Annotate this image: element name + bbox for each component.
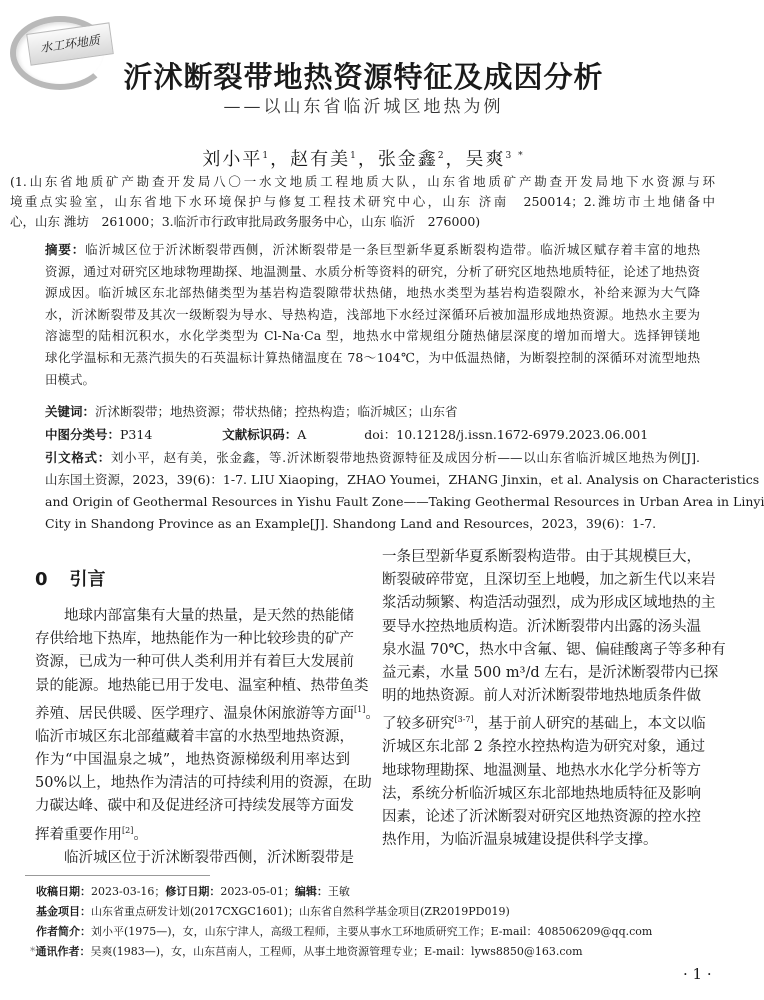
body-line (382, 760, 700, 783)
body-line (35, 675, 369, 698)
citation-text: City in Shandong Province as an Example[J]. Shandong Land and Resources，2023，39(6)：1-7. (45, 516, 657, 531)
body-text: 法，系统分析临沂城区东北部地热地质特征及影响 (382, 785, 701, 802)
citation-text: and Origin of Geothermal Resources in Yishu Fault Zone——Taking Geothermal Resources in Urban Area in Linyi (45, 494, 764, 509)
author-affil-mark: 3 * (505, 151, 525, 161)
body-text: 挥着重要作用 (35, 826, 122, 843)
body-line (382, 639, 726, 662)
body-text: 一条巨型新华夏系断裂构造带。由于其规模巨大， (382, 549, 701, 565)
abstract-text: 临沂城区位于沂沭断裂带西侧，沂沭断裂带是一条巨型新华夏系断裂构造带。临沂城区赋存着丰富的地热 (85, 242, 700, 257)
abstract-text: 溶滤型的陆相沉积水，水化学类型为 Cl-Na·Ca 型，地热水中常规组分随热储层深度的增加而增大。选择钾镁地 (45, 328, 700, 344)
clc-value: P314 (120, 427, 153, 442)
revised-date: 2023-05-01； (220, 885, 295, 898)
body-line (35, 795, 354, 818)
citation-line (45, 447, 700, 469)
body-text: 资源，已成为一种可供人类利用并有着巨大发展前 (35, 654, 354, 671)
body-line (35, 847, 354, 870)
body-line (35, 772, 372, 795)
abstract-line (45, 369, 700, 391)
reference-marker[interactable]: [1] (354, 704, 366, 714)
keywords (45, 401, 700, 423)
reference-marker[interactable]: [2] (122, 825, 134, 835)
corresponding-mark: * (30, 945, 36, 958)
footnote-author-bio (30, 922, 652, 942)
body-line (382, 662, 719, 685)
body-line (382, 616, 700, 639)
corr-value: 吴爽(1983—)，女，山东莒南人，工程师，从事土地资源管理专业；E-mail：lyws8850@163.com (90, 945, 583, 958)
body-text: 了较多研究 (382, 716, 455, 733)
reference-marker[interactable]: [3-7] (454, 715, 474, 725)
fund-label: 基金项目： (36, 905, 91, 918)
citation-line (45, 469, 760, 491)
abstract-line (45, 282, 700, 304)
author-separator: ， (270, 149, 291, 170)
left-column-text (35, 605, 380, 870)
revised-label: 修订日期： (165, 885, 221, 898)
body-text: 临沂城区位于沂沭断裂带西侧，沂沭断裂带是 (64, 849, 354, 866)
classification-row (45, 424, 700, 446)
body-line (35, 651, 354, 674)
body-text: 景的能源。地热能已用于发电、温室种植、热带鱼类 (35, 677, 369, 694)
author-list (0, 145, 727, 171)
body-line (382, 708, 706, 736)
keywords-value: 沂沭断裂带；地热资源；带状热储；控热构造；临沂城区；山东省 (95, 404, 458, 419)
affiliation-line: 境重点实验室，山东省地下水环境保护与修复工程技术研究中心，山东 济南 250014；2.潍坊市土地储备中 (10, 194, 715, 209)
received-label: 收稿日期： (36, 885, 91, 898)
citation-line (45, 513, 700, 535)
affiliation-line: 心，山东 潍坊 261000；3.临沂市行政审批局政务服务中心，山东 临沂 276000) (10, 214, 481, 229)
body-text: 作为“中国温泉之城”，地热资源梯级利用率达到 (35, 752, 350, 769)
body-text: 浆活动频繁、构造活动强烈，成为形成区域地热的主 (382, 595, 716, 612)
bio-label: 作者简介： (36, 925, 91, 938)
citation-line (45, 491, 764, 513)
body-line (382, 736, 705, 759)
body-line (35, 749, 350, 772)
citation-text: 山东国土资源，2023，39(6)：1-7. LIU Xiaoping，ZHAO Youmei，ZHANG Jinxin，et al. Analysis on Characteristics (45, 472, 760, 487)
abstract-text: 球化学温标和无蒸汽损失的石英温标计算热储温度在 78～104℃，为中低温热储，为断裂控制的深循环对流型地热 (45, 349, 700, 365)
abstract-line (45, 347, 700, 369)
badge-label: 水工环地质 (26, 22, 114, 65)
body-line (382, 592, 716, 615)
body-text: 养殖、居民供暖、医学理疗、温泉休闲旅游等方面 (35, 705, 354, 722)
citation-format (45, 447, 764, 535)
received-date: 2023-03-16； (91, 885, 166, 898)
footnotes (30, 882, 652, 962)
body-line (382, 546, 700, 569)
fund-value: 山东省重点研发计划(2017CXGC1601)；山东省自然科学基金项目(ZR2019PD019) (91, 905, 510, 918)
body-text: ，基于前人研究的基础上，本文以临 (473, 716, 706, 733)
editor-name: 王敏 (327, 885, 350, 898)
section-title: 引言 (69, 569, 106, 590)
body-text: 益元素，水量 500 m³/d 左右，是沂沭断裂带内已探 (382, 665, 719, 682)
editor-label: 编辑： (294, 885, 328, 898)
doi[interactable]: doi：10.12128/j.issn.1672-6979.2023.06.001 (364, 427, 649, 442)
abstract-line (45, 325, 700, 347)
section-heading (35, 565, 128, 591)
body-text: 。 (133, 826, 148, 843)
body-text: 因素，论述了沂沭断裂对研究区地热资源的控水控 (382, 809, 701, 826)
abstract-line (45, 304, 700, 326)
citation-label: 引文格式： (45, 450, 111, 465)
body-line (382, 685, 700, 708)
abstract-text: 资源，通过对研究区地球物理勘探、地温测量、水质分析等资料的研究，分析了研究区地热地质特征，论述了地热资 (45, 263, 700, 279)
affiliations (10, 172, 715, 232)
body-text: 临沂市城区东北部蕴藏着丰富的水热型地热资源， (35, 728, 354, 745)
body-line (35, 698, 380, 726)
abstract-line (45, 261, 700, 283)
body-line (382, 829, 700, 852)
bio-value: 刘小平(1975—)，女，山东宁津人，高级工程师，主要从事水工环地质研究工作；E-mail：408506209@qq.com (91, 925, 653, 938)
body-line (35, 819, 350, 847)
body-text: 力碳达峰、碳中和及促进经济可持续发展等方面发 (35, 798, 354, 815)
author-affil-mark: 2 (437, 151, 446, 161)
footnote-corresponding (30, 942, 652, 962)
body-text: 断裂破碎带宽，且深切至上地幔，加之新生代以来岩 (382, 572, 716, 589)
corr-label: 通讯作者： (35, 945, 91, 958)
body-line (35, 628, 354, 651)
author-name: 吴爽 (465, 149, 506, 170)
paper-title: 沂沭断裂带地热资源特征及成因分析 (123, 60, 604, 94)
body-text: 要导水控热地质构造。沂沭断裂带内出露的汤头温 (382, 618, 701, 635)
doc-code-value: A (297, 427, 307, 442)
paper-subtitle: ——以山东省临沂城区地热为例 (223, 97, 504, 117)
body-text: 明的地热资源。前人对沂沭断裂带地热地质条件做 (382, 688, 701, 705)
body-line (35, 726, 354, 749)
page-number: · 1 · (683, 965, 712, 983)
body-line (382, 806, 700, 829)
author-name: 赵有美 (290, 149, 351, 170)
abstract-line (45, 239, 700, 261)
author-separator: ， (445, 149, 466, 170)
abstract-label: 摘要： (45, 242, 86, 257)
author-affil-mark: 1 (350, 151, 358, 161)
body-line (382, 783, 700, 806)
body-text: 存供给地下热库，地热能作为一种比较珍贵的矿产 (35, 631, 354, 648)
abstract-text: 源成因。临沂城区东北部热储类型为基岩构造裂隙带状热储，地热水类型为基岩构造裂隙水，补给来源为大气降 (45, 285, 700, 301)
body-line (382, 569, 716, 592)
footnote-divider (25, 875, 210, 876)
abstract-text: 田模式。 (45, 371, 96, 387)
abstract-text: 水，沂沭断裂带及其次一级断裂为导水、导热构造，浅部地下水经过深循环后被加温形成地热资源。地热水主要为 (45, 306, 700, 322)
body-text: 沂城区东北部 2 条控水控热构造为研究对象，通过 (382, 739, 705, 756)
affiliation-line: (1.山东省地质矿产勘查开发局八〇一水文地质工程地质大队，山东省地质矿产勘查开发局地下水资源与环 (10, 174, 715, 189)
doc-code-label: 文献标识码： (222, 427, 298, 442)
body-text: 。 (365, 705, 380, 722)
body-text: 50%以上，地热作为清洁的可持续利用的资源，在助 (35, 775, 372, 792)
author-name: 张金鑫 (377, 149, 438, 170)
body-line (35, 605, 354, 628)
clc-label: 中图分类号： (45, 427, 121, 442)
body-text: 泉水温 70℃，热水中含氟、锶、偏硅酸离子等多种有 (382, 641, 726, 658)
author-name: 刘小平 (202, 149, 263, 170)
body-text: 热作用，为临沂温泉城建设提供科学支撑。 (382, 832, 658, 849)
abstract (45, 239, 700, 390)
right-column-text (382, 546, 726, 852)
author-separator: ， (357, 149, 378, 170)
body-text: 地球内部富集有大量的热量，是天然的热能储 (64, 608, 354, 624)
section-number: 0 (35, 569, 48, 590)
citation-text: 刘小平，赵有美，张金鑫，等.沂沭断裂带地热资源特征及成因分析——以山东省临沂城区地热为例[J]. (110, 450, 700, 465)
footnote-dates (30, 882, 652, 902)
footnote-fund (30, 902, 652, 922)
author-affil-mark: 1 (262, 151, 271, 161)
body-text: 地球物理勘探、地温测量、地热水水化学分析等方 (382, 762, 701, 779)
keywords-label: 关键词： (45, 404, 96, 419)
